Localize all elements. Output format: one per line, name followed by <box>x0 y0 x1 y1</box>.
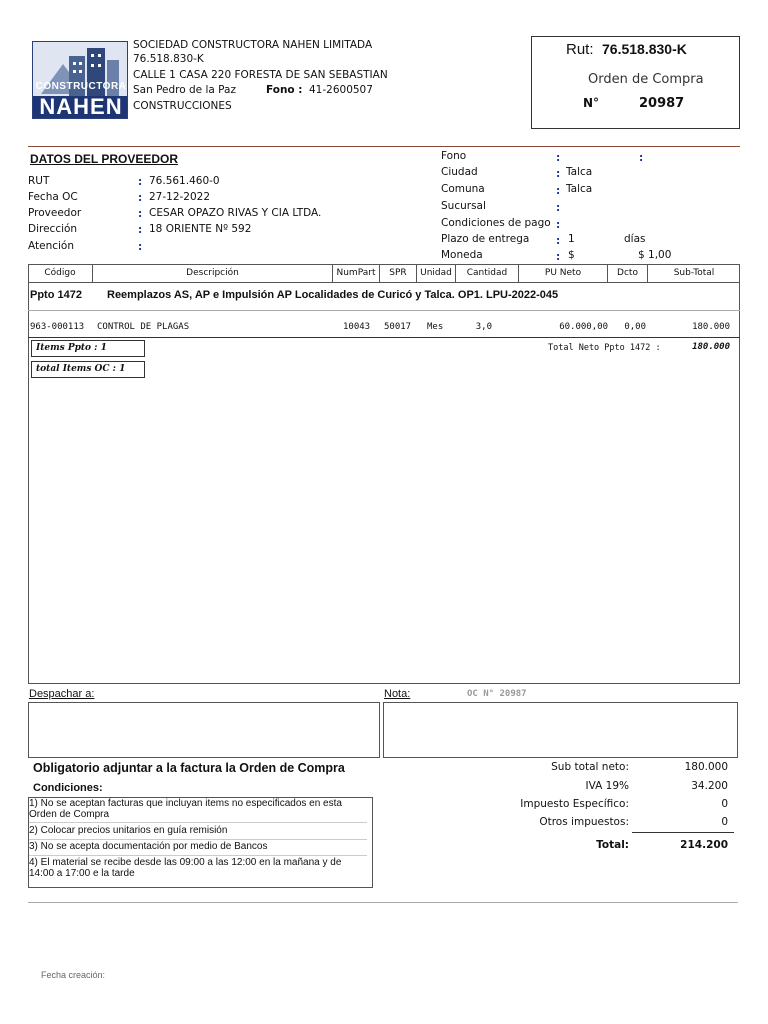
ppto-description: Reemplazos AS, AP e Impulsión AP Localidades de Curicó y Talca. OP1. LPU-2022-045 <box>107 289 559 301</box>
col-header-codigo: Código <box>28 264 93 282</box>
total-neto-ppto-label: Total Neto Ppto 1472 : <box>548 343 661 353</box>
col-header-pu-neto: PU Neto <box>519 264 608 282</box>
supplier-label-proveedor: Proveedor <box>28 207 82 219</box>
supplier-label-plazo: Plazo de entrega <box>441 233 530 245</box>
total-label-iva: IVA 19% <box>585 780 629 792</box>
oc-number-label: N° <box>583 96 600 110</box>
total-label-otros-impuestos: Otros impuestos: <box>539 816 629 828</box>
cell-subtotal: 180.000 <box>692 322 730 332</box>
company-phone-label: Fono : <box>266 84 303 96</box>
supplier-value-rut: 76.561.460-0 <box>149 175 220 187</box>
ppto-title: Ppto 1472 <box>30 289 82 301</box>
supplier-value-plazo: 1 <box>568 233 575 245</box>
cell-codigo: 963-000113 <box>30 322 85 332</box>
total-rule <box>632 832 734 833</box>
supplier-colon: : <box>556 219 561 231</box>
condicion-item: 3) No se acepta documentación por medio de Bancos <box>29 841 268 852</box>
moneda-rate: $ 1,00 <box>638 249 672 261</box>
supplier-colon: : <box>138 208 143 220</box>
col-header-spr: SPR <box>380 264 417 282</box>
condicion-item: 2) Colocar precios unitarios en guía remisión <box>29 825 228 836</box>
col-header-cantidad: Cantidad <box>456 264 519 282</box>
total-value-impuesto-especifico: 0 <box>721 798 728 810</box>
total-label-subtotal: Sub total neto: <box>551 761 629 773</box>
cell-dcto: 0,00 <box>624 322 646 332</box>
supplier-colon: : <box>556 202 561 214</box>
company-phone: 41-2600507 <box>309 84 373 96</box>
plazo-unit: días <box>624 233 646 245</box>
supplier-label-fecha: Fecha OC <box>28 191 78 203</box>
nota-label: Nota: <box>384 688 411 700</box>
col-header-unidad: Unidad <box>417 264 456 282</box>
company-city: San Pedro de la Paz <box>133 84 236 96</box>
supplier-value-fecha: 27-12-2022 <box>149 191 211 203</box>
company-address: CALLE 1 CASA 220 FORESTA DE SAN SEBASTIAN <box>133 69 388 81</box>
cell-spr: 50017 <box>384 322 412 332</box>
condicion-item: 4) El material se recibe desde las 09:00 a las 12:00 en la mañana y de 14:00 a 17:00 e la tarde <box>29 857 342 879</box>
total-label-impuesto-especifico: Impuesto Específico: <box>520 798 629 810</box>
grand-total-label: Total: <box>596 839 629 851</box>
logo-subtitle: CONSTRUCTORA <box>35 81 127 92</box>
nota-box <box>383 702 738 758</box>
cell-unidad: Mes <box>427 322 444 332</box>
condicion-divider <box>29 855 367 856</box>
supplier-label-condiciones-pago: Condiciones de pago <box>441 217 551 229</box>
fecha-creacion-label: Fecha creación: <box>41 970 106 980</box>
logo-wordmark: NAHEN <box>39 94 123 119</box>
supplier-colon: : <box>639 152 644 164</box>
company-rut: 76.518.830-K <box>133 53 204 65</box>
ppto-rule <box>28 310 740 311</box>
supplier-colon: : <box>556 235 561 247</box>
cell-numpart: 10043 <box>343 322 371 332</box>
oc-rut-value: 76.518.830-K <box>602 41 687 57</box>
despachar-box <box>28 702 380 758</box>
supplier-value-direccion: 18 ORIENTE Nº 592 <box>149 223 252 235</box>
condicion-item: 1) No se aceptan facturas que incluyan items no especificados en esta Orden de Compra <box>29 798 342 820</box>
supplier-label-atencion: Atención <box>28 240 74 252</box>
total-items-box <box>31 361 145 378</box>
supplier-label-comuna: Comuna <box>441 183 485 195</box>
row-rule <box>28 337 740 338</box>
cell-pu-neto: 60.000,00 <box>559 322 608 332</box>
condiciones-title: Condiciones: <box>33 782 103 794</box>
col-header-descripcion: Descripción <box>93 264 333 282</box>
col-header-numpart: NumPart <box>333 264 380 282</box>
footer-divider <box>28 902 738 903</box>
total-value-iva: 34.200 <box>691 780 728 792</box>
supplier-label-moneda: Moneda <box>441 249 483 261</box>
supplier-value-moneda: $ <box>568 249 575 261</box>
cell-cantidad: 3,0 <box>475 322 492 332</box>
grand-total-value: 214.200 <box>680 839 728 851</box>
items-ppto-count: Items Ppto : 1 <box>36 343 107 353</box>
supplier-colon: : <box>138 241 143 253</box>
supplier-label-direccion: Dirección <box>28 223 78 235</box>
supplier-label-ciudad: Ciudad <box>441 166 478 178</box>
supplier-colon: : <box>138 192 143 204</box>
supplier-value-proveedor: CESAR OPAZO RIVAS Y CIA LTDA. <box>149 207 322 219</box>
header-divider <box>28 146 740 147</box>
total-neto-ppto-value: 180.000 <box>692 342 730 352</box>
supplier-label-sucursal: Sucursal <box>441 200 486 212</box>
supplier-label-rut: RUT <box>28 175 50 187</box>
cell-descripcion: CONTROL DE PLAGAS <box>97 322 190 332</box>
supplier-colon: : <box>556 251 561 263</box>
supplier-value-comuna: Talca <box>566 183 593 195</box>
company-type: CONSTRUCCIONES <box>133 100 232 112</box>
company-name: SOCIEDAD CONSTRUCTORA NAHEN LIMITADA <box>133 39 373 51</box>
obligatorio-notice: Obligatorio adjuntar a la factura la Orden de Compra <box>33 761 345 775</box>
order-number-box <box>531 36 740 129</box>
supplier-label-fono: Fono <box>441 150 467 162</box>
col-header-subtotal: Sub-Total <box>673 268 715 278</box>
company-logo <box>32 41 128 119</box>
col-header-dcto: Dcto <box>608 264 648 282</box>
nota-watermark: OC N° 20987 <box>467 689 527 699</box>
supplier-colon: : <box>138 224 143 236</box>
despachar-label: Despachar a: <box>29 688 95 700</box>
total-value-otros-impuestos: 0 <box>721 816 728 828</box>
oc-number-value: 20987 <box>639 96 685 111</box>
supplier-colon: : <box>556 168 561 180</box>
total-items-count: total Items OC : 1 <box>36 364 126 374</box>
oc-rut-label: Rut: <box>566 41 594 58</box>
items-ppto-box <box>31 340 145 357</box>
supplier-value-ciudad: Talca <box>566 166 593 178</box>
supplier-colon: : <box>556 152 561 164</box>
supplier-section-title: DATOS DEL PROVEEDOR <box>30 152 179 166</box>
header-rule <box>28 282 740 283</box>
supplier-colon: : <box>556 185 561 197</box>
condicion-divider <box>29 839 367 840</box>
oc-title: Orden de Compra <box>588 72 704 87</box>
condicion-divider <box>29 822 367 823</box>
total-value-subtotal: 180.000 <box>684 761 728 773</box>
supplier-colon: : <box>138 176 143 188</box>
